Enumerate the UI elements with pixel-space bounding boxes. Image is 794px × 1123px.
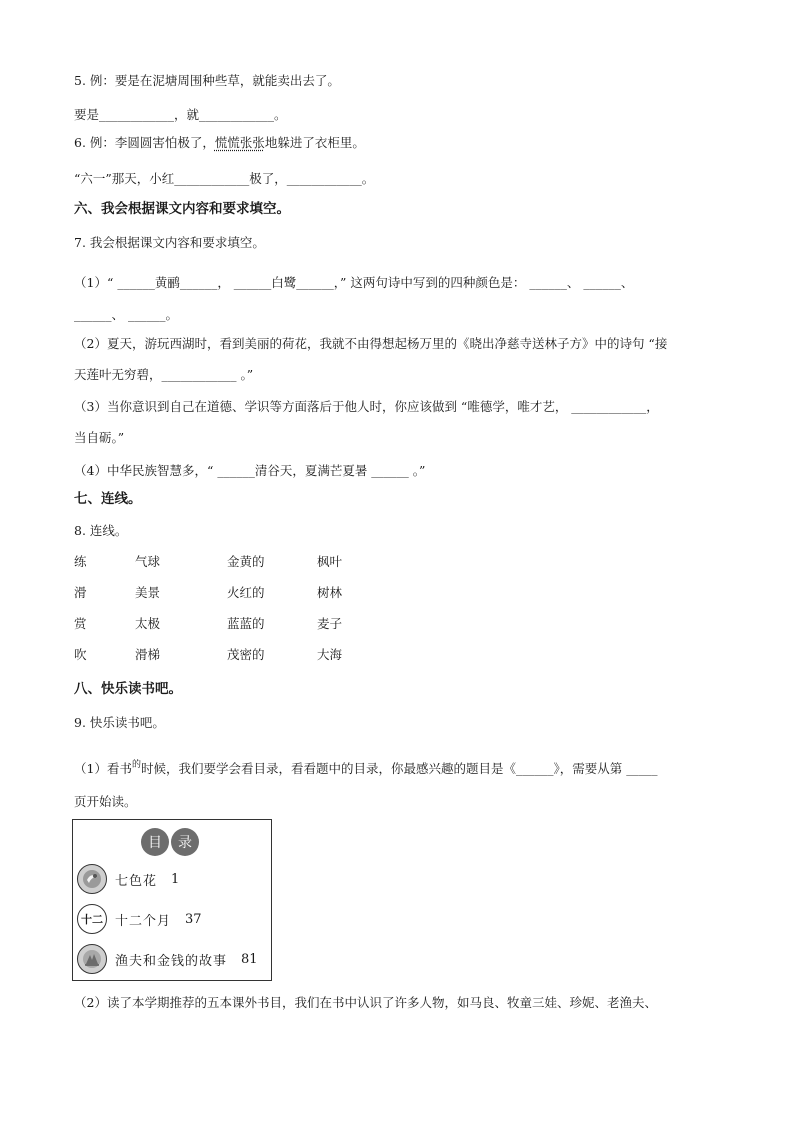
toc-page-number: 81 <box>241 951 258 967</box>
match-item[interactable]: 火红的 <box>227 585 265 600</box>
toc-heading-char: 录 <box>171 828 199 856</box>
twelve-icon <box>77 904 107 934</box>
match-item[interactable]: 滑 <box>74 585 87 600</box>
q9-part2: （2）读了本学期推荐的五本课外书目，我们在书中认识了许多人物，如马良、牧童三娃、珍妮、老渔夫、 <box>74 995 657 1010</box>
q9-part1-line1 <box>74 760 657 780</box>
q5-example: 5. 例：要是在泥塘周围种些草，就能卖出去了。 <box>74 73 340 88</box>
q6-example-post: 地躲进了衣柜里。 <box>264 135 365 150</box>
toc-title: 十二个月 <box>115 913 172 929</box>
toc-row-1 <box>77 864 179 894</box>
q9-part1-pre: （1）看书 <box>74 761 132 776</box>
q6-example <box>74 134 365 152</box>
match-item[interactable]: 枫叶 <box>317 554 343 569</box>
match-item[interactable]: 美景 <box>135 585 161 600</box>
q6-blank: “六一”那天，小红____________极了，____________。 <box>74 171 375 186</box>
section-7-heading: 七、连线。 <box>74 491 142 507</box>
q7-part4: （4）中华民族智慧多，“ ______清谷天，夏满芒夏暑 ______ 。” <box>74 463 426 478</box>
match-item[interactable]: 练 <box>74 554 87 569</box>
match-item[interactable]: 蓝蓝的 <box>227 616 265 631</box>
match-item[interactable]: 太极 <box>135 616 161 631</box>
match-item[interactable]: 赏 <box>74 616 87 631</box>
toc-heading <box>141 828 199 856</box>
toc-heading-char: 目 <box>141 828 169 856</box>
toc-title: 七色花 <box>115 873 158 889</box>
q9-part1-sup: 的 <box>131 760 141 770</box>
match-item[interactable]: 麦子 <box>317 616 343 631</box>
q7-title: 7. 我会根据课文内容和要求填空。 <box>74 235 265 250</box>
q5-blank: 要是____________，就____________。 <box>74 107 287 122</box>
q9-title: 9. 快乐读书吧。 <box>74 715 165 730</box>
match-col-2 <box>135 553 160 677</box>
q7-part1-line1: （1）“ ______黄鹂______， ______白鹭______，” 这两句诗中写到的四种颜色是： ______、 ______、 <box>74 275 634 290</box>
match-item[interactable]: 金黄的 <box>227 554 265 569</box>
section-8-heading: 八、快乐读书吧。 <box>74 681 182 697</box>
match-col-4 <box>317 553 342 677</box>
toc-row-2 <box>77 904 202 934</box>
match-item[interactable]: 树林 <box>317 585 343 600</box>
toc-title: 渔夫和金钱的故事 <box>115 953 228 969</box>
toc-page-number: 37 <box>185 911 202 927</box>
match-item[interactable]: 茂密的 <box>227 647 265 662</box>
q9-part1-post: 时候，我们要学会看目录，看看题中的目录，你最感兴趣的题目是《______》，需要从第 _____ <box>140 761 658 776</box>
flower-icon <box>77 864 107 894</box>
match-item[interactable]: 滑梯 <box>135 647 161 662</box>
match-col-3 <box>227 553 265 677</box>
q8-title: 8. 连线。 <box>74 523 128 538</box>
q7-part3-line2: 当自砺。” <box>74 430 125 445</box>
section-6-heading: 六、我会根据课文内容和要求填空。 <box>74 201 290 217</box>
match-item[interactable]: 气球 <box>135 554 161 569</box>
q7-part2-line2: 天莲叶无穷碧，____________ 。” <box>74 367 254 382</box>
match-item[interactable]: 大海 <box>317 647 343 662</box>
q7-part2-line1: （2）夏天，游玩西湖时，看到美丽的荷花，我就不由得想起杨万里的《晓出净慈寺送林子方》中的诗句 “接 <box>74 336 668 351</box>
fisherman-icon <box>77 944 107 974</box>
match-item[interactable]: 吹 <box>74 647 87 662</box>
q7-part1-line2: ______、 ______。 <box>74 307 178 322</box>
q9-part1-line2: 页开始读。 <box>74 794 137 809</box>
toc-row-3 <box>77 944 258 974</box>
match-col-1 <box>74 553 87 677</box>
toc-page-number: 1 <box>171 871 180 887</box>
q6-example-pre: 6. 例：李圆圆害怕极了， <box>74 135 215 150</box>
q7-part3-line1: （3）当你意识到自己在道德、学识等方面落后于他人时，你应该做到 “唯德学，唯才艺， ____________， <box>74 399 659 414</box>
q6-example-dotted: 慌慌张张 <box>214 135 265 150</box>
table-of-contents <box>72 819 272 981</box>
twelve-icon-text: 十二 <box>81 913 103 926</box>
